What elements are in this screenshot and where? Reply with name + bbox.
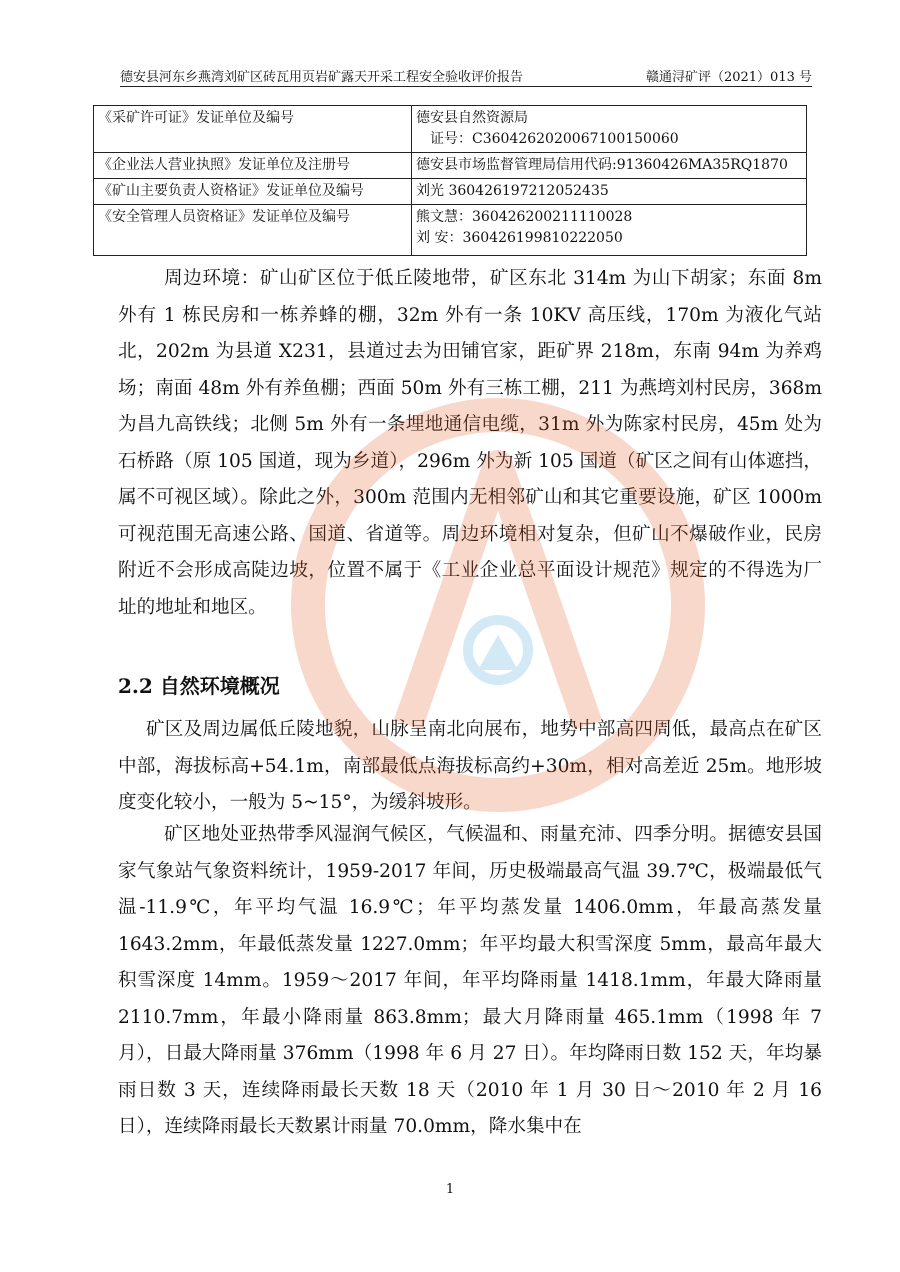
table-row [94, 179, 807, 205]
table-cell-label: 《矿山主要负责人资格证》发证单位及编号 [94, 179, 412, 205]
table-cell-label: 《企业法人营业执照》发证单位及注册号 [94, 153, 412, 179]
table-row [94, 153, 807, 179]
table-cell-value: 德安县市场监督管理局信用代码:91360426MA35RQ1870 [412, 153, 807, 179]
table-cell-value [412, 106, 807, 153]
cell-line: 证号：C3604262020067100150060 [430, 131, 679, 147]
table-row [94, 106, 807, 153]
surroundings-paragraph: 周边环境：矿山矿区位于低丘陵地带，矿区东北 314m 为山下胡家；东面 8m 外有 1 栋民房和一栋养蜂的棚，32m 外有一条 10KV 高压线，170m 为液化气站北，202m 为县道 X231，县道过去为田铺官家，距矿界 218m，东南 94m 为养鸡场；南面 48m 外有养鱼棚；西面 50m 外有三栋工棚，211 为燕塆刘村民房，368m 为昌九高铁线；北侧 5m 外有一条埋地通信电缆，31m 外为陈家村民房，45m 处为石桥路（原 105 国道，现为乡道），296m 外为新 105 国道（矿区之间有山体遮挡，属不可视区域）。除此之外，300m 范围内无相邻矿山和其它重要设施，矿区 1000m 可视范围无高速公路、国道、省道等。周边环境相对复杂，但矿山不爆破作业，民房附近不会形成高陡边坡，位置不属于《工业企业总平面设计规范》规定的不得选为厂址的地址和地区。 [118, 268, 822, 618]
cell-line: 德安县自然资源局 [416, 110, 528, 126]
page-header [120, 62, 812, 87]
table-cell-value [412, 205, 807, 256]
climate-paragraph: 矿区地处亚热带季风湿润气候区，气候温和、雨量充沛、四季分明。据德安县国家气象站气象资料统计，1959-2017 年间，历史极端最高气温 39.7℃，极端最低气温-11.9℃，年平均气温 16.9℃；年平均蒸发量 1406.0mm，年最高蒸发量 1643.2mm，年最低蒸发量 1227.0mm；年平均最大积雪深度 5mm，最高年最大积雪深度 14mm。1959～2017 年间，年平均降雨量 1418.1mm，年最大降雨量 2110.7mm，年最小降雨量 863.8mm；最大月降雨量 465.1mm（1998 年 7 月），日最大降雨量 376mm（1998 年 6 月 27 日）。年均降雨日数 152 天，年均暴雨日数 3 天，连续降雨最长天数 18 天（2010 年 1 月 30 日～2010 年 2 月 16 日），连续降雨最长天数累计雨量 70.0mm，降水集中在 [118, 824, 822, 1137]
table-cell-label: 《采矿许可证》发证单位及编号 [94, 106, 412, 153]
cell-line: 熊文慧：360426200211110028 [416, 209, 633, 225]
section-heading: 2.2 自然环境概况 [118, 674, 280, 698]
license-table [93, 105, 807, 256]
cell-line: 刘 安：360426199810222050 [416, 230, 623, 246]
report-title: 德安县河东乡燕湾刘矿区砖瓦用页岩矿露天开采工程安全验收评价报告 [120, 70, 524, 85]
terrain-paragraph: 矿区及周边属低丘陵地貌，山脉呈南北向展布，地势中部高四周低，最高点在矿区中部，海拔标高+54.1m，南部最低点海拔标高约+30m，相对高差近 25m。地形坡度变化较小，一般为 5~15°，为缓斜坡形。 [118, 719, 822, 813]
page-number: 1 [445, 1182, 455, 1197]
table-row [94, 205, 807, 256]
report-number: 赣通浔矿评（2021）013 号 [645, 70, 812, 85]
table-cell-label: 《安全管理人员资格证》发证单位及编号 [94, 205, 412, 256]
table-cell-value: 刘光 360426197212052435 [412, 179, 807, 205]
